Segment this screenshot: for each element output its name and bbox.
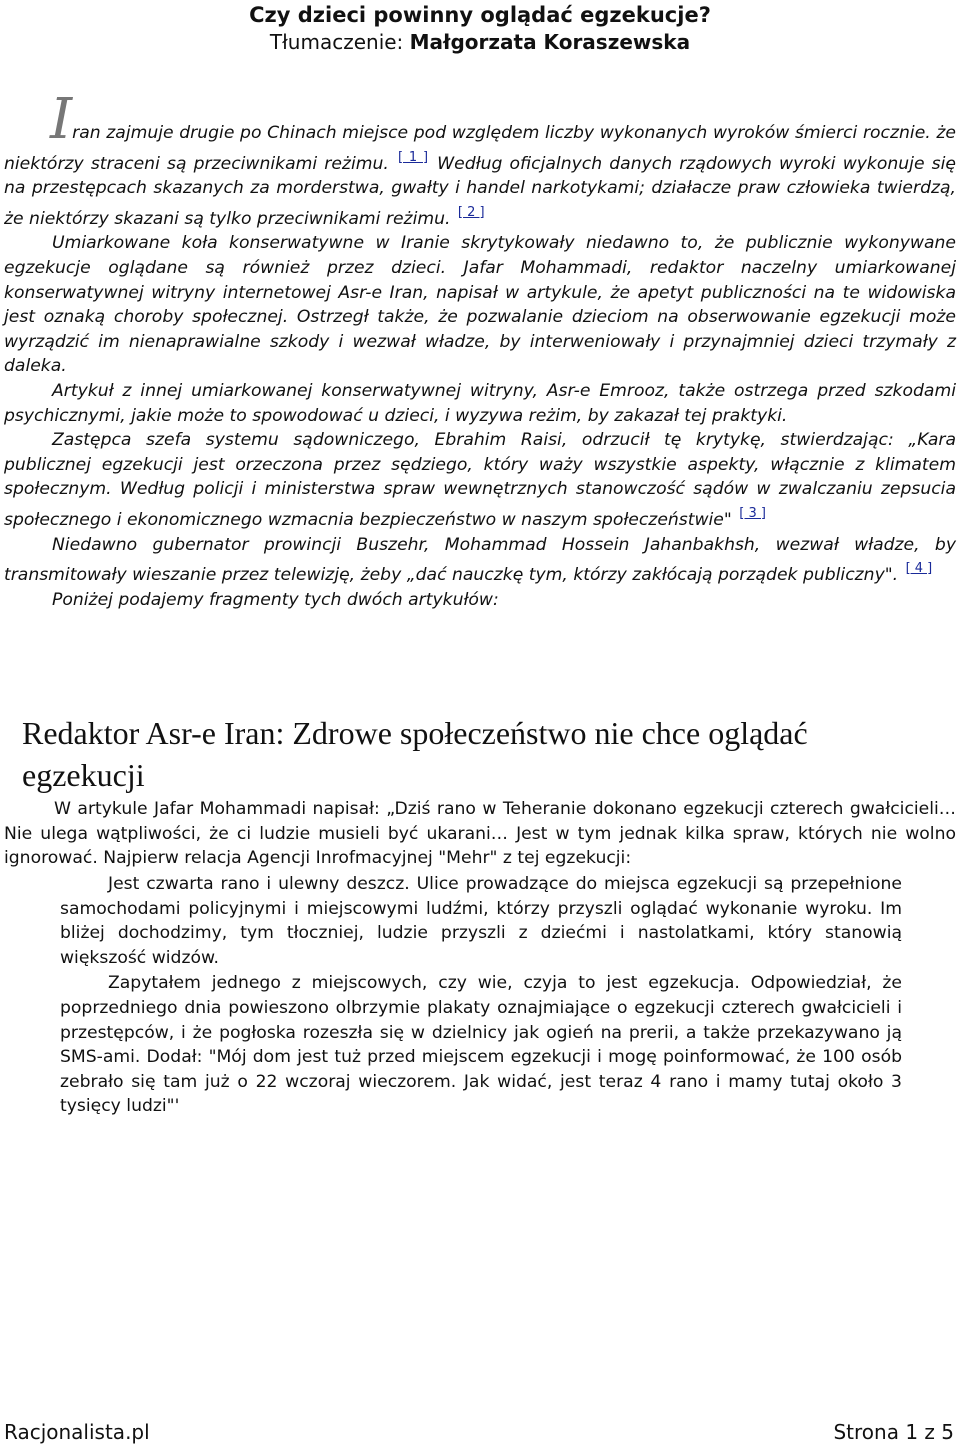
intro-text-1b: Według oficjalnych danych rządowych wyroki wykonuje się na przestępcach skazanych za morderstwa, gwałty i handel narkotykami; działacze praw człowieka twierdzą, że niektórzy skazani są tylko przeciwnikami reżimu. (4, 153, 956, 229)
intro-paragraph-4 (4, 428, 956, 532)
block-quote (60, 872, 902, 1119)
intro-paragraph-3: Artykuł z innej umiarkowanej konserwatywnej witryny, Asr-e Emrooz, także ostrzega przed szkodami psychicznymi, jakie może to spowodować u dzieci, i wyzywa reżim, by zakazał tej praktyki. (4, 380, 956, 426)
footer-page-number: Strona 1 z 5 (833, 1420, 954, 1444)
intro-paragraph-2: Umiarkowane koła konserwatywne w Iranie skrytykowały niedawno to, że publicznie wykonywane egzekucje oglądane są również przez dzieci. Jafar Mohammadi, redaktor naczelny umiarkowanej konserwatywnej witryny internetowej Asr-e Iran, napisał w artykule, że apetyt publiczności na te widowiska jest oznaką choroby społecznej. Ostrzegł także, że pozwalanie dzieciom na obserwowanie egzekucji może wyrządzić im nienaprawialne szkody i wezwał władze, by interweniowały i przynajmniej dzieci trzymały z daleka. (4, 233, 956, 377)
drop-cap: I (50, 87, 73, 152)
translator-label: Tłumaczenie: (269, 30, 410, 54)
translator-line (0, 29, 960, 56)
page-title: Czy dzieci powinny oglądać egzekucje? (249, 3, 711, 27)
footnote-link-1[interactable]: [ 1 ] (397, 149, 429, 165)
intro-paragraph-5 (4, 533, 956, 588)
section-paragraph-1: W artykule Jafar Mohammadi napisał: „Dziś rano w Teheranie dokonano egzekucji czterech gwałcicieli… Nie ulega wątpliwości, że ci ludzie musieli być ukarani… Jest w tym jednak kilka spraw, których nie wolno ignorować. Najpierw relacja Agencji Inrofmacyjnej "Mehr" z tej egzekucji: (4, 799, 956, 869)
intro-text-1a: ran zajmuje drugie po Chinach miejsce pod względem liczby wykonanych wyroków śmierci rocznie. że niektórzy straceni są przeciwnikami reżimu. (4, 123, 956, 174)
intro-text-4: Zastępca szefa systemu sądowniczego, Ebrahim Raisi, odrzucił tę krytykę, stwierdzając: „Kara publicznej egzekucji jest orzeczona przez sędziego, który waży wszystkie aspekty, włącznie z klimatem społecznym. Według policji i ministerstwa spraw wewnętrznych stanowczość sądów w zwalczaniu zepsucia społecznego i ekonomicznego wzmacnia bezpieczeństwo w naszym społeczeństwie" (4, 430, 956, 530)
section-body (4, 797, 956, 871)
translator-name: Małgorzata Koraszewska (409, 30, 691, 54)
footnote-link-3[interactable]: [ 3 ] (739, 505, 766, 521)
quote-paragraph-2: Zapytałem jednego z miejscowych, czy wie, czyja to jest egzekucja. Odpowiedział, że poprzedniego dnia powieszono olbrzymie plakaty oznajmiające o egzekucji czterech gwałcicieli i przestępców, i że pogłoska rozeszła się w dzielnicy jak ogień na prerii, a także przekazywano ją SMS-ami. Dodał: "Mój dom jest tuż przed miejscem egzekucji i mogę poinformować, że 100 osób zebrało się tam już o 22 wczoraj wieczorem. Jak widać, jest teraz 4 rano i mamy tutaj około 3 tysięcy ludzi"' (60, 973, 902, 1117)
section-heading: Redaktor Asr-e Iran: Zdrowe społeczeństwo nie chce oglądać egzekucji (22, 715, 808, 793)
footer-site-name: Racjonalista.pl (4, 1420, 150, 1444)
footnote-link-2[interactable]: [ 2 ] (457, 204, 485, 220)
article-intro (4, 87, 956, 612)
intro-text-5: Niedawno gubernator prowincji Buszehr, Mohammad Hossein Jahanbakhsh, wezwał władze, by transmitowały wieszanie przez telewizję, żeby „dać nauczkę tym, którzy zakłócają porządek publiczny". (4, 534, 956, 586)
quote-paragraph-1: Jest czwarta rano i ulewny deszcz. Ulice prowadzące do miejsca egzekucji są przepełnione samochodami policyjnymi i miejscowymi ludźmi, którzy przyszli oglądać wykonanie wyroku. Im bliżej dochodzimy, tym tłoczniej, ludzie przyszli z dziećmi i nastolatkami, który stanowią większość widzów. (60, 874, 902, 968)
footnote-link-4[interactable]: [ 4 ] (905, 561, 933, 577)
intro-paragraph-1 (4, 87, 956, 231)
intro-paragraph-6: Poniżej podajemy fragmenty tych dwóch artykułów: (52, 589, 499, 610)
document-header (0, 0, 960, 56)
